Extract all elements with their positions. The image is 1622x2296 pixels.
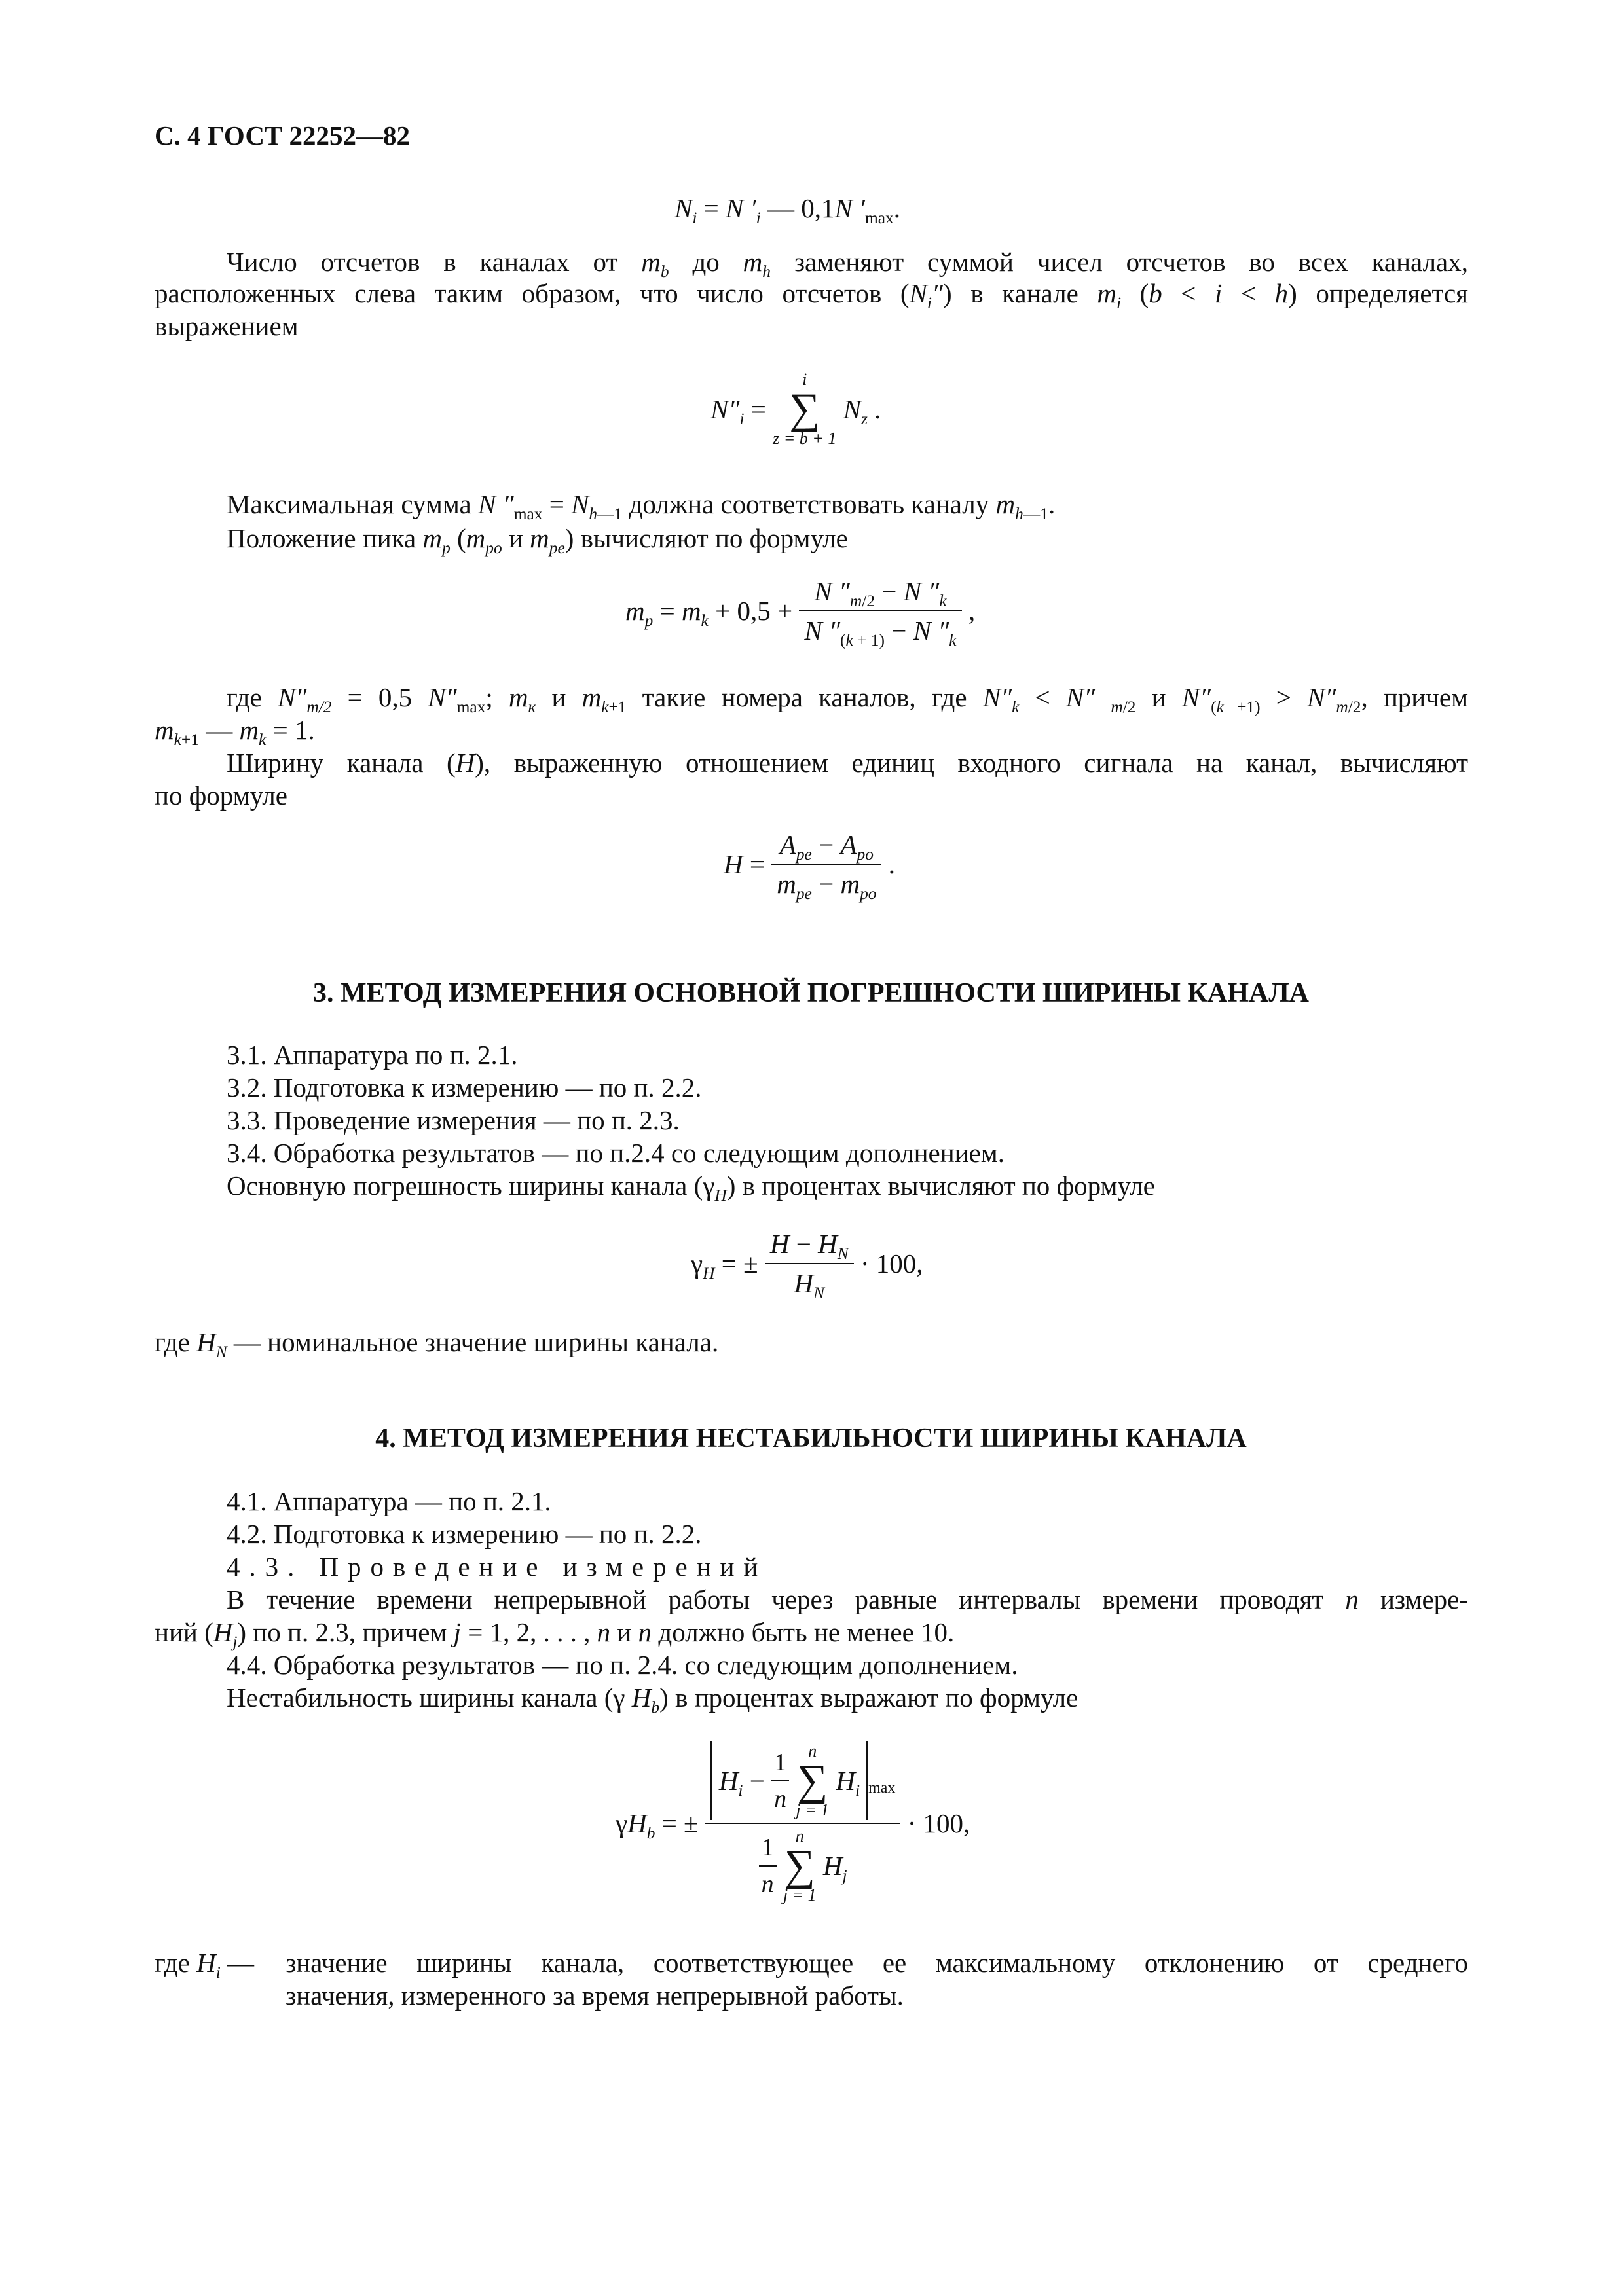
- s3-item-3: 3.3. Проведение измерения — по п. 2.3.: [227, 1105, 680, 1135]
- para3-line4: по формуле: [155, 780, 287, 811]
- para1-line2: расположенных слева таким образом, что число отсчетов $(N_i'')$ в канале $m_i$ (b < i < h) определяется: [155, 278, 1469, 312]
- fraction-mp: $\frac{N ''_{m/2} - N ''_k}{N ''_{(k + 1)} - N ''_k}$: [799, 575, 961, 647]
- formula-ni: $N_i = N$ $'_i$ — 0,1N $'_{max}$.: [674, 193, 901, 227]
- s3-where: где $H_N$ — номинальное значение ширины канала.: [155, 1327, 719, 1361]
- para3-line3: Ширину канала (H), выраженную отношением единиц входного сигнала на канал, вычисляют: [227, 748, 1469, 778]
- s4-para1-line2: ний $(H_j)$ по п. 2.3, причем j = 1, 2, . . . , n и n должно быть не менее 10.: [155, 1617, 955, 1651]
- s4-where-label: где $H_i$ —: [155, 1948, 255, 1982]
- fraction-h: $\frac{A_{pe} - A_{po}}{m_{pe} - m_{po}}$: [771, 828, 881, 900]
- s4-where-line1: значение ширины канала, соответствующее ее максимальному отклонению от среднего: [286, 1948, 1468, 1978]
- s3-item-2: 3.2. Подготовка к измерению — по п. 2.2.: [227, 1072, 702, 1102]
- formula-gamma-hb: $\gamma H_b$ = ± $H_i$ − $\frac{1}{n}$ n ∑ j = 1 $H_i$ $_{max}$ $\frac{1}{n}$ n ∑ j = 1 $H_j$ · 100,: [616, 1741, 970, 1904]
- para1-line3: выражением: [155, 311, 299, 341]
- section-3-title: 3. МЕТОД ИЗМЕРЕНИЯ ОСНОВНОЙ ПОГРЕШНОСТИ ШИРИНЫ КАНАЛА: [313, 978, 1309, 1008]
- para3-line2: $m_{k+1}$ — $m_k = 1$.: [155, 715, 315, 749]
- s3-item-4: 3.4. Обработка результатов — по п.2.4 со следующим дополнением.: [227, 1138, 1005, 1168]
- formula-mp: $m_p = m_k + 0,5$ + $\frac{N ''_{m/2} - N ''_k}{N ''_{(k + 1)} - N ''_k}$ ,: [625, 576, 976, 649]
- para2-line2: Положение пика $m_p$ ($m_{po}$ и $m_{pe}$) вычисляют по формуле: [227, 523, 848, 557]
- s4-item-3: 4.3. Проведение измерений: [227, 1552, 767, 1582]
- formula-gamma-h: $\gamma_H$ = ± $\frac{H - H_N}{H_N}$ · 100,: [691, 1229, 923, 1302]
- abs-value: $H_i$ − $\frac{1}{n}$ n ∑ j = 1 $H_i$: [710, 1741, 868, 1820]
- s4-item-2: 4.2. Подготовка к измерению — по п. 2.2.: [227, 1519, 702, 1549]
- s3-para: Основную погрешность ширины канала $(\gamma_H)$ в процентах вычисляют по формуле: [227, 1171, 1155, 1205]
- s4-where-line2: значения, измеренного за время непрерывной работы.: [286, 1980, 904, 2011]
- s3-item-1: 3.1. Аппаратура по п. 2.1.: [227, 1040, 518, 1070]
- fraction-gamma-h: $\frac{H - H_N}{H_N}$: [765, 1228, 854, 1300]
- para1-line1: Число отсчетов в каналах от $m_b$ до $m_h$ заменяют суммой чисел отсчетов во всех каналах,: [227, 247, 1468, 281]
- formula-sum-ni: $N''_i$ = i ∑ z = b + 1 $N_z$ .: [710, 370, 881, 448]
- para3-line1: где $N''_{m/2} = 0,5$ $N''_{max}$; $m_к$ и $m_{k+1}$ такие номера каналов, где $N''_k < N''$ $_{m/2}$ и $N''_{(k +1)} > N''_{m/2}$, причем: [227, 682, 1469, 716]
- section-4-title: 4. МЕТОД ИЗМЕРЕНИЯ НЕСТАБИЛЬНОСТИ ШИРИНЫ КАНАЛА: [375, 1423, 1247, 1453]
- page-header: С. 4 ГОСТ 22252—82: [155, 120, 411, 151]
- s4-item-1: 4.1. Аппаратура — по п. 2.1.: [227, 1486, 551, 1516]
- fraction-gamma-hb: $H_i$ − $\frac{1}{n}$ n ∑ j = 1 $H_i$ $_{max}$ $\frac{1}{n}$ n ∑ j = 1 $H_j$: [705, 1741, 901, 1905]
- s4-para2: Нестабильность ширины канала (γ $H_b$) в процентах выражают по формуле: [227, 1683, 1078, 1717]
- para2-line1: Максимальная сумма N $''_{max} = N_{h—1}$ должна соответствовать каналу $m_{h—1}$.: [227, 489, 1056, 523]
- s4-para1-line1: В течение времени непрерывной работы через равные интервалы времени проводят n измере-: [227, 1584, 1468, 1614]
- sum-symbol: i ∑ z = b + 1: [773, 370, 837, 448]
- s4-item-4: 4.4. Обработка результатов — по п. 2.4. со следующим дополнением.: [227, 1650, 1018, 1680]
- formula-h: H = $\frac{A_{pe} - A_{po}}{m_{pe} - m_{po}}$ .: [724, 829, 895, 903]
